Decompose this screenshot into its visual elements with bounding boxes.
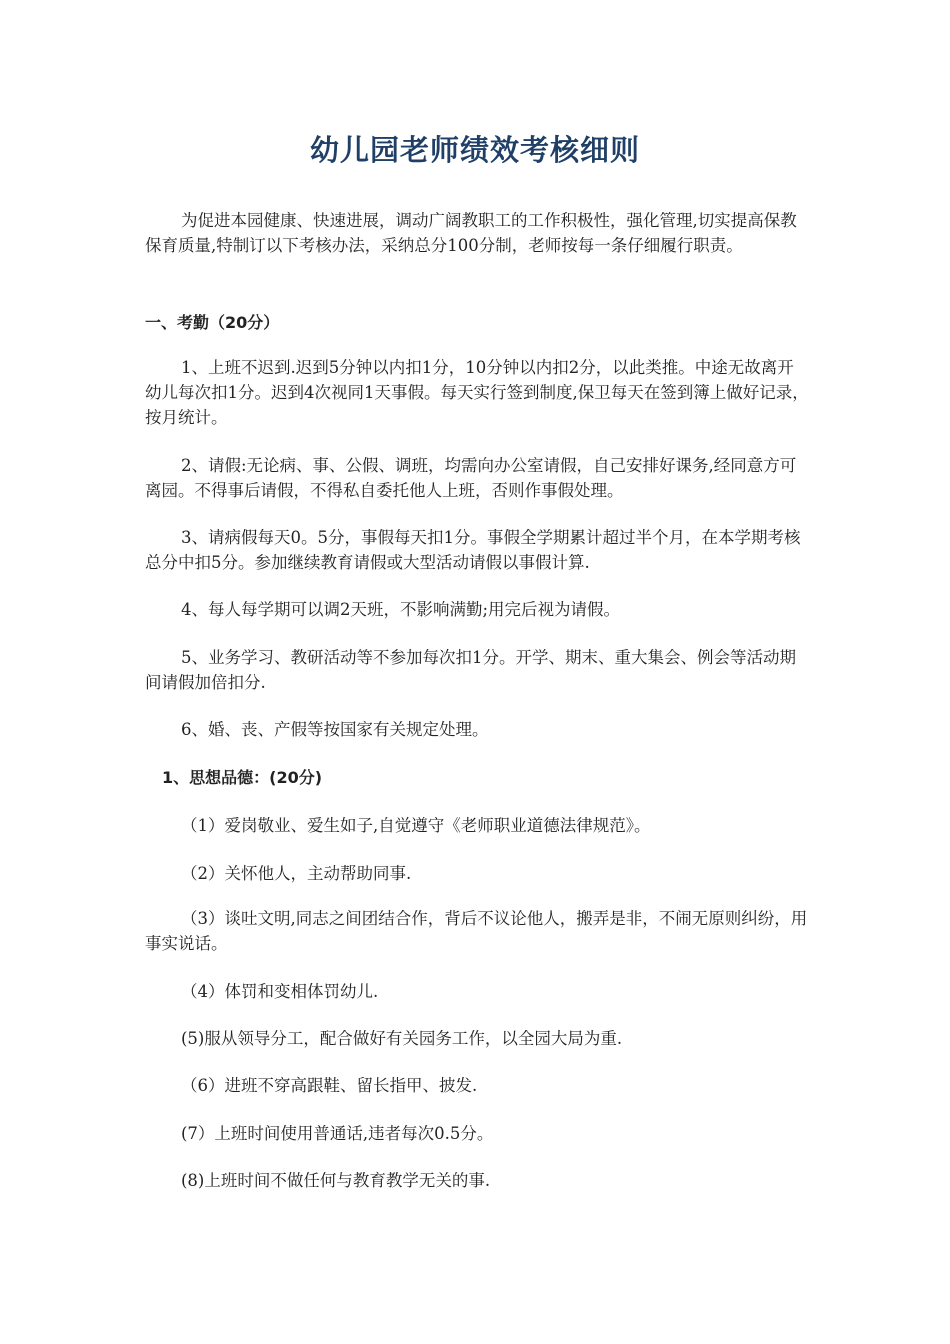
attendance-item-4: 4、每人每学期可以调2天班，不影响满勤;用完后视为请假。 [181,600,621,619]
attendance-item-2: 2、请假:无论病、事、公假、调班，均需向办公室请假，自己安排好课务,经同意方可离园。不得事后请假，不得私自委托他人上班，否则作事假处理。 [145,456,797,500]
attendance-item-6: 6、婚、丧、产假等按国家有关规定处理。 [181,720,489,739]
section-heading-ethics: 1、思想品德：(20分) [162,768,323,787]
ethics-item-7: (7）上班时间使用普通话,违者每次0.5分。 [181,1124,494,1143]
ethics-item-2: （2）关怀他人，主动帮助同事. [181,864,412,883]
ethics-item-3: （3）谈吐文明,同志之间团结合作，背后不议论他人，搬弄是非，不闹无原则纠纷，用事实说话。 [145,909,808,953]
ethics-item-6: （6）进班不穿高跟鞋、留长指甲、披发. [181,1076,478,1095]
ethics-item-1: （1）爱岗敬业、爱生如子,自觉遵守《老师职业道德法律规范》。 [181,816,651,835]
section-heading-attendance: 一、考勤（20分） [145,313,280,332]
attendance-item-3: 3、请病假每天0。5分，事假每天扣1分。事假全学期累计超过半个月，在本学期考核总分中扣5分。参加继续教育请假或大型活动请假以事假计算. [145,528,801,572]
ethics-item-4: （4）体罚和变相体罚幼儿. [181,982,379,1001]
attendance-item-5: 5、业务学习、教研活动等不参加每次扣1分。开学、期末、重大集会、例会等活动期间请假加倍扣分. [145,648,796,692]
ethics-item-8: (8)上班时间不做任何与教育教学无关的事. [181,1171,491,1190]
intro-paragraph: 为促进本园健康、快速进展，调动广阔教职工的工作积极性，强化管理,切实提高保教保育质量,特制订以下考核办法，采纳总分100分制，老师按每一条仔细履行职责。 [145,211,797,255]
ethics-item-5: (5)服从领导分工，配合做好有关园务工作，以全园大局为重. [181,1029,623,1048]
attendance-item-1: 1、上班不迟到.迟到5分钟以内扣1分，10分钟以内扣2分，以此类推。中途无故离开幼儿每次扣1分。迟到4次视同1天事假。每天实行签到制度,保卫每天在签到簿上做好记录，按月统计。 [145,358,809,427]
document-title: 幼儿园老师绩效考核细则 [309,133,640,167]
